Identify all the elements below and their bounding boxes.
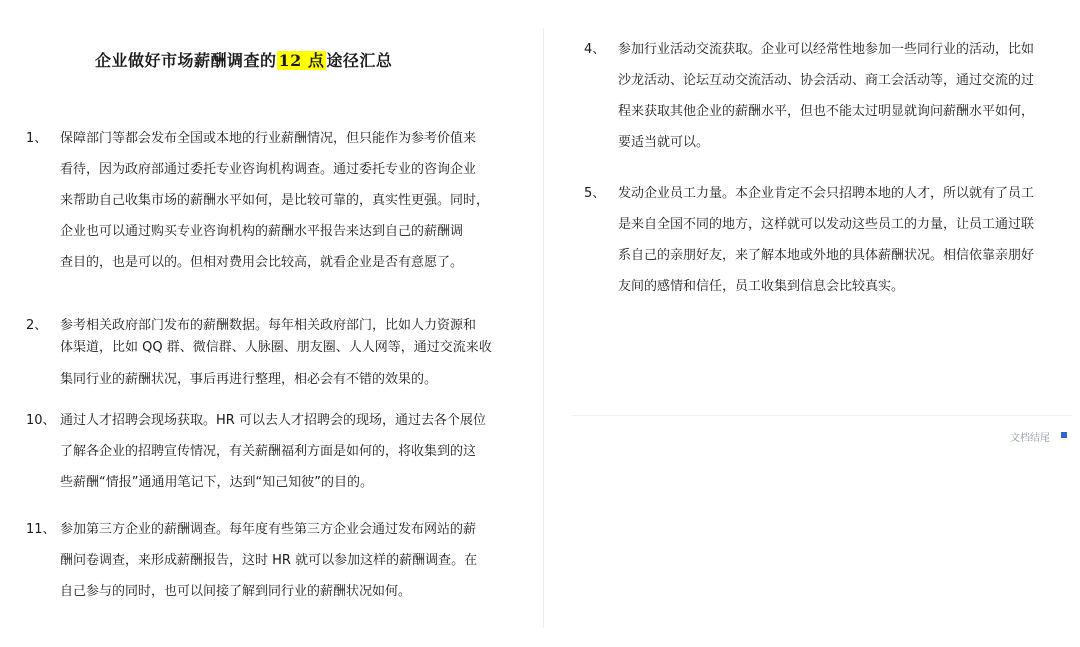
list-item-line: 程来获取其他企业的薪酬水平，但也不能太过明显就询问薪酬水平如何， [618,104,1035,119]
list-item-line: 看待，因为政府部通过委托专业咨询机构调查。通过委托专业的咨询企业 [60,162,477,177]
end-marker-label: 文档结尾 [1010,433,1050,444]
list-item-line: 是来自全国不同的地方，这样就可以发动这些员工的力量，让员工通过联 [618,217,1035,232]
end-marker-icon [1061,432,1067,438]
list-item-line: 体渠道，比如 QQ 群、微信群、人脉圈、朋友圈、人人网等，通过交流来收 [60,340,492,355]
right-page [544,0,1080,647]
list-item-line: 沙龙活动、论坛互动交流活动、协会活动、商工会活动等，通过交流的过 [618,73,1035,88]
list-item-number: 4、 [584,42,606,57]
list-item-line: 查目的，也是可以的。但相对费用会比较高，就看企业是否有意愿了。 [60,255,464,270]
list-item-line: 要适当就可以。 [618,135,710,150]
end-rule [572,415,1072,416]
list-item-line: 参考相关政府部门发布的薪酬数据。每年相关政府部门，比如人力资源和 [60,318,477,333]
title-suffix: 途径汇总 [326,51,393,70]
list-item-number: 5、 [584,186,606,201]
document-title [95,48,392,71]
list-item-line: 集同行业的薪酬状况，事后再进行整理，相必会有不错的效果的。 [60,372,438,387]
title-highlight: 12 点 [278,51,325,70]
list-item-line: 友间的感情和信任，员工收集到信息会比较真实。 [618,279,905,294]
list-item-line: 保障部门等都会发布全国或本地的行业薪酬情况，但只能作为参考价值来 [60,131,477,146]
list-item-line: 发动企业员工力量。本企业肯定不会只招聘本地的人才，所以就有了员工 [618,186,1035,201]
list-item-line: 了解各企业的招聘宣传情况，有关薪酬福利方面是如何的，将收集到的这 [60,444,477,459]
list-item-line: 来帮助自己收集市场的薪酬水平如何，是比较可靠的，真实性更强。同时， [60,193,490,208]
list-item-line: 通过人才招聘会现场获取。HR 可以去人才招聘会的现场，通过去各个展位 [60,413,486,428]
list-item-line: 些薪酬“情报”通通用笔记下，达到“知己知彼”的目的。 [60,475,373,490]
list-item-line: 自己参与的同时，也可以间接了解到同行业的薪酬状况如何。 [60,584,412,599]
list-item-line: 参加行业活动交流获取。企业可以经常性地参加一些同行业的活动，比如 [618,42,1035,57]
list-item-line: 系自己的亲朋好友，来了解本地或外地的具体薪酬状况。相信依靠亲朋好 [618,248,1035,263]
list-item-line: 参加第三方企业的薪酬调查。每年度有些第三方企业会通过发布网站的薪 [60,522,477,537]
list-item-number: 10、 [26,413,56,428]
list-item-number: 11、 [26,522,56,537]
title-prefix: 企业做好市场薪酬调查的 [95,51,277,70]
list-item-number: 2、 [26,318,48,333]
list-item-line: 企业也可以通过购买专业咨询机构的薪酬水平报告来达到自己的薪酬调 [60,224,464,239]
list-item-line: 酬问卷调查，来形成薪酬报告，这时 HR 就可以参加这样的薪酬调查。在 [60,553,478,568]
list-item-number: 1、 [26,131,48,146]
